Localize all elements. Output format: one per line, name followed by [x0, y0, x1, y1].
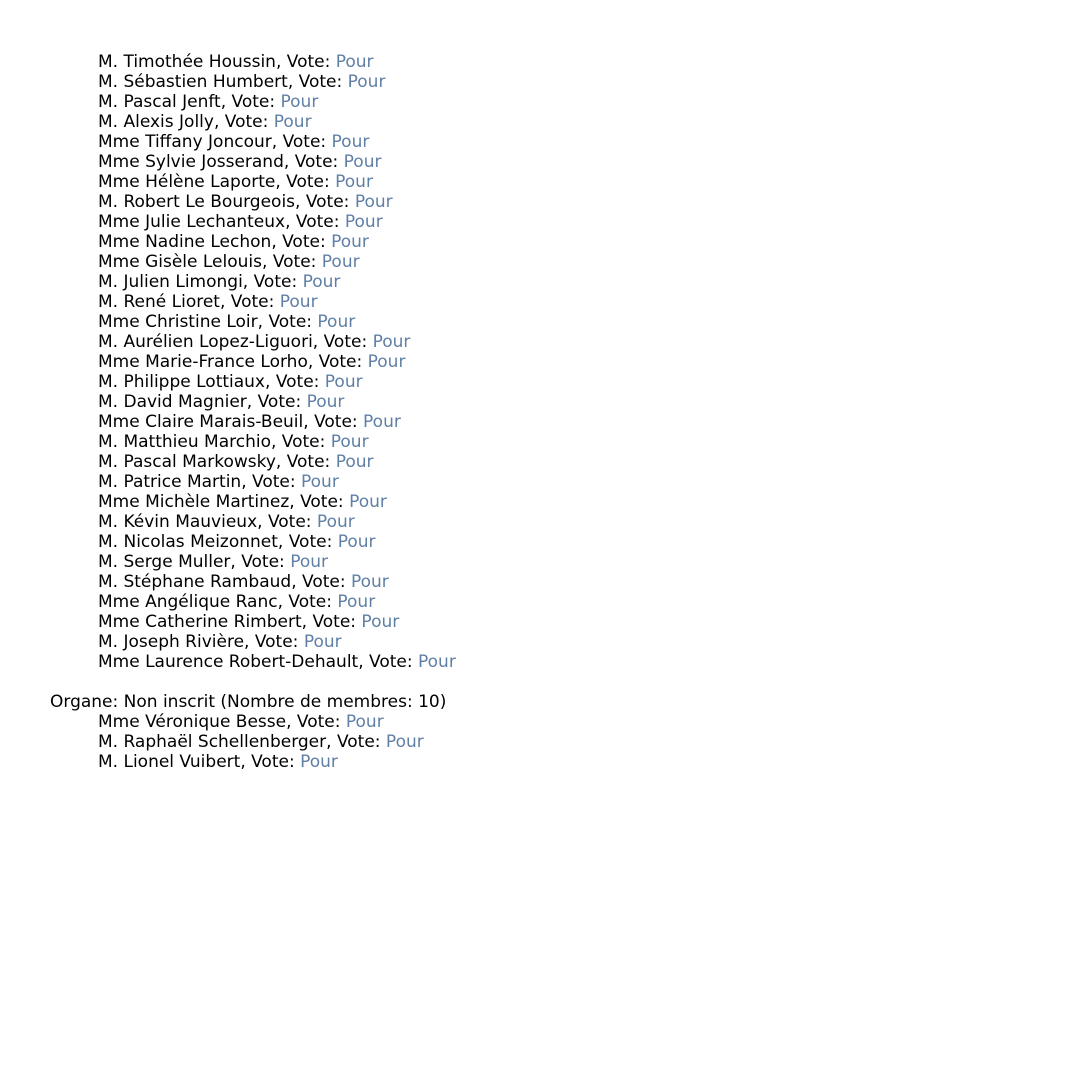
member-row [50, 72, 456, 92]
vote-label: Vote: [323, 332, 373, 352]
name-separator: , [285, 212, 296, 232]
vote-value: Pour [290, 552, 328, 572]
name-separator: , [307, 352, 319, 372]
vote-value: Pour [372, 332, 411, 352]
vote-value: Pour [273, 112, 312, 132]
name-separator: , [257, 312, 269, 332]
vote-value: Pour [350, 572, 389, 592]
name-separator: , [213, 112, 225, 132]
vote-value: Pour [344, 212, 383, 232]
vote-value: Pour [347, 72, 386, 92]
member-name: M. Timothée Houssin [98, 52, 276, 72]
member-row [50, 592, 456, 612]
vote-label: Vote: [369, 652, 418, 672]
member-name: M. David Magnier [98, 392, 247, 412]
name-separator: , [275, 172, 287, 192]
name-separator: , [271, 132, 283, 152]
member-row [50, 392, 456, 412]
member-row [50, 412, 456, 432]
member-name: M. Raphaël Schellenberger [98, 732, 327, 752]
member-row [50, 512, 456, 532]
vote-label: Vote: [241, 552, 291, 572]
vote-value: Pour [324, 372, 363, 392]
name-separator: , [220, 92, 232, 112]
vote-label: Vote: [272, 252, 322, 272]
vote-label: Vote: [336, 732, 386, 752]
name-separator: , [301, 612, 313, 632]
vote-value: Pour [279, 292, 318, 312]
vote-label: Vote: [257, 392, 307, 412]
vote-document [50, 52, 456, 772]
vote-value: Pour [280, 92, 319, 112]
name-separator: , [240, 752, 252, 772]
member-row [50, 632, 456, 652]
vote-label: Vote: [296, 712, 346, 732]
vote-label: Vote: [252, 472, 301, 492]
member-name: M. Matthieu Marchio [98, 432, 271, 452]
member-name: Mme Marie-France Lorho [98, 352, 308, 372]
member-name: Mme Christine Loir [98, 312, 258, 332]
member-row [50, 152, 456, 172]
member-row [50, 432, 456, 452]
member-row [50, 452, 456, 472]
member-name: M. Lionel Vuibert [98, 752, 241, 772]
member-row [50, 752, 456, 772]
vote-value: Pour [385, 732, 424, 752]
member-row [50, 732, 456, 752]
vote-label: Vote: [282, 132, 332, 152]
name-separator: , [219, 292, 231, 312]
name-separator: , [257, 512, 268, 532]
vote-label: Vote: [267, 512, 317, 532]
member-row [50, 332, 456, 352]
vote-label: Vote: [275, 372, 325, 392]
member-name: Mme Tiffany Joncour [98, 132, 272, 152]
vote-value: Pour [418, 652, 456, 672]
vote-value: Pour [345, 712, 384, 732]
member-row [50, 472, 456, 492]
member-row [50, 352, 456, 372]
vote-label: Vote: [288, 532, 338, 552]
name-separator: , [289, 492, 301, 512]
vote-value: Pour [317, 312, 356, 332]
member-name: Mme Hélène Laporte [98, 172, 276, 192]
name-separator: , [262, 252, 273, 272]
vote-label: Vote: [312, 612, 362, 632]
vote-value: Pour [321, 252, 360, 272]
vote-value: Pour [337, 592, 376, 612]
vote-label: Vote: [298, 72, 348, 92]
vote-label: Vote: [286, 172, 336, 192]
group-header: Organe: Non inscrit (Nombre de membres: 10) [50, 692, 447, 712]
member-row [50, 272, 456, 292]
name-separator: , [291, 572, 303, 592]
vote-value: Pour [330, 432, 369, 452]
member-name: M. Patrice Martin [98, 472, 242, 492]
name-separator: , [286, 712, 297, 732]
name-separator: , [275, 452, 287, 472]
member-name: Mme Laurence Robert-Dehault [98, 652, 359, 672]
member-name: Mme Claire Marais-Beuil [98, 412, 304, 432]
vote-value: Pour [303, 632, 342, 652]
vote-value: Pour [301, 472, 339, 492]
vote-label: Vote: [286, 452, 336, 472]
member-name: M. Philippe Lottiaux [98, 372, 265, 392]
name-separator: , [265, 372, 276, 392]
vote-label: Vote: [305, 192, 355, 212]
vote-value: Pour [300, 752, 338, 772]
name-separator: , [275, 52, 287, 72]
vote-value: Pour [361, 612, 400, 632]
member-name: M. Nicolas Meizonnet [98, 532, 278, 552]
member-row [50, 252, 456, 272]
member-row [50, 572, 456, 592]
member-name: M. Serge Muller [98, 552, 231, 572]
member-row [50, 232, 456, 252]
vote-label: Vote: [295, 212, 345, 232]
member-row [50, 312, 456, 332]
name-separator: , [287, 72, 299, 92]
member-name: Mme Véronique Besse [98, 712, 287, 732]
vote-value: Pour [349, 492, 387, 512]
vote-label: Vote: [286, 52, 336, 72]
member-name: M. Joseph Rivière [98, 632, 245, 652]
name-separator: , [270, 432, 282, 452]
vote-label: Vote: [281, 432, 331, 452]
member-name: M. Stéphane Rambaud [98, 572, 292, 592]
member-row [50, 52, 456, 72]
vote-label: Vote: [282, 232, 332, 252]
name-separator: , [326, 732, 337, 752]
vote-label: Vote: [251, 752, 301, 772]
group-spacer [50, 672, 456, 692]
name-separator: , [241, 472, 253, 492]
vote-value: Pour [363, 412, 401, 432]
member-row [50, 212, 456, 232]
vote-value: Pour [306, 392, 345, 412]
name-separator: , [277, 532, 289, 552]
member-row [50, 172, 456, 192]
vote-label: Vote: [268, 312, 318, 332]
member-row [50, 532, 456, 552]
vote-label: Vote: [314, 412, 364, 432]
member-row [50, 612, 456, 632]
member-name: Mme Gisèle Lelouis [98, 252, 262, 272]
vote-value: Pour [335, 172, 373, 192]
member-name: Mme Nadine Lechon [98, 232, 272, 252]
member-name: M. Pascal Markowsky [98, 452, 276, 472]
member-name: M. René Lioret [98, 292, 220, 312]
member-row [50, 652, 456, 672]
member-row [50, 132, 456, 152]
vote-value: Pour [343, 152, 382, 172]
member-row [50, 712, 456, 732]
vote-label: Vote: [302, 572, 351, 592]
vote-label: Vote: [294, 152, 344, 172]
name-separator: , [230, 552, 242, 572]
vote-label: Vote: [224, 112, 274, 132]
vote-value: Pour [335, 52, 374, 72]
vote-value: Pour [367, 352, 406, 372]
vote-value: Pour [335, 452, 374, 472]
member-row [50, 112, 456, 132]
vote-value: Pour [302, 272, 341, 292]
vote-value: Pour [316, 512, 355, 532]
vote-label: Vote: [288, 592, 338, 612]
name-separator: , [303, 412, 315, 432]
member-row [50, 492, 456, 512]
member-name: Mme Julie Lechanteux [98, 212, 286, 232]
name-separator: , [242, 272, 254, 292]
member-name: M. Alexis Jolly [98, 112, 214, 132]
member-name: M. Sébastien Humbert [98, 72, 288, 92]
member-row [50, 192, 456, 212]
member-name: Mme Michèle Martinez [98, 492, 290, 512]
vote-value: Pour [354, 192, 393, 212]
member-name: M. Julien Limongi [98, 272, 243, 292]
vote-label: Vote: [318, 352, 368, 372]
vote-value: Pour [337, 532, 376, 552]
vote-value: Pour [331, 232, 369, 252]
name-separator: , [295, 192, 306, 212]
vote-label: Vote: [300, 492, 350, 512]
member-name: Mme Angélique Ranc [98, 592, 278, 612]
member-name: M. Aurélien Lopez-Liguori [98, 332, 313, 352]
member-name: M. Pascal Jenft [98, 92, 221, 112]
member-name: M. Robert Le Bourgeois [98, 192, 296, 212]
name-separator: , [271, 232, 283, 252]
name-separator: , [358, 652, 370, 672]
member-name: Mme Sylvie Josserand [98, 152, 284, 172]
vote-value: Pour [331, 132, 370, 152]
member-name: M. Kévin Mauvieux [98, 512, 258, 532]
member-row [50, 372, 456, 392]
name-separator: , [246, 392, 258, 412]
member-row [50, 92, 456, 112]
name-separator: , [244, 632, 255, 652]
member-row [50, 292, 456, 312]
vote-label: Vote: [254, 632, 304, 652]
member-name: Mme Catherine Rimbert [98, 612, 302, 632]
vote-label: Vote: [253, 272, 303, 292]
name-separator: , [312, 332, 324, 352]
vote-label: Vote: [230, 292, 280, 312]
vote-label: Vote: [231, 92, 281, 112]
name-separator: , [277, 592, 289, 612]
member-row [50, 552, 456, 572]
name-separator: , [283, 152, 295, 172]
